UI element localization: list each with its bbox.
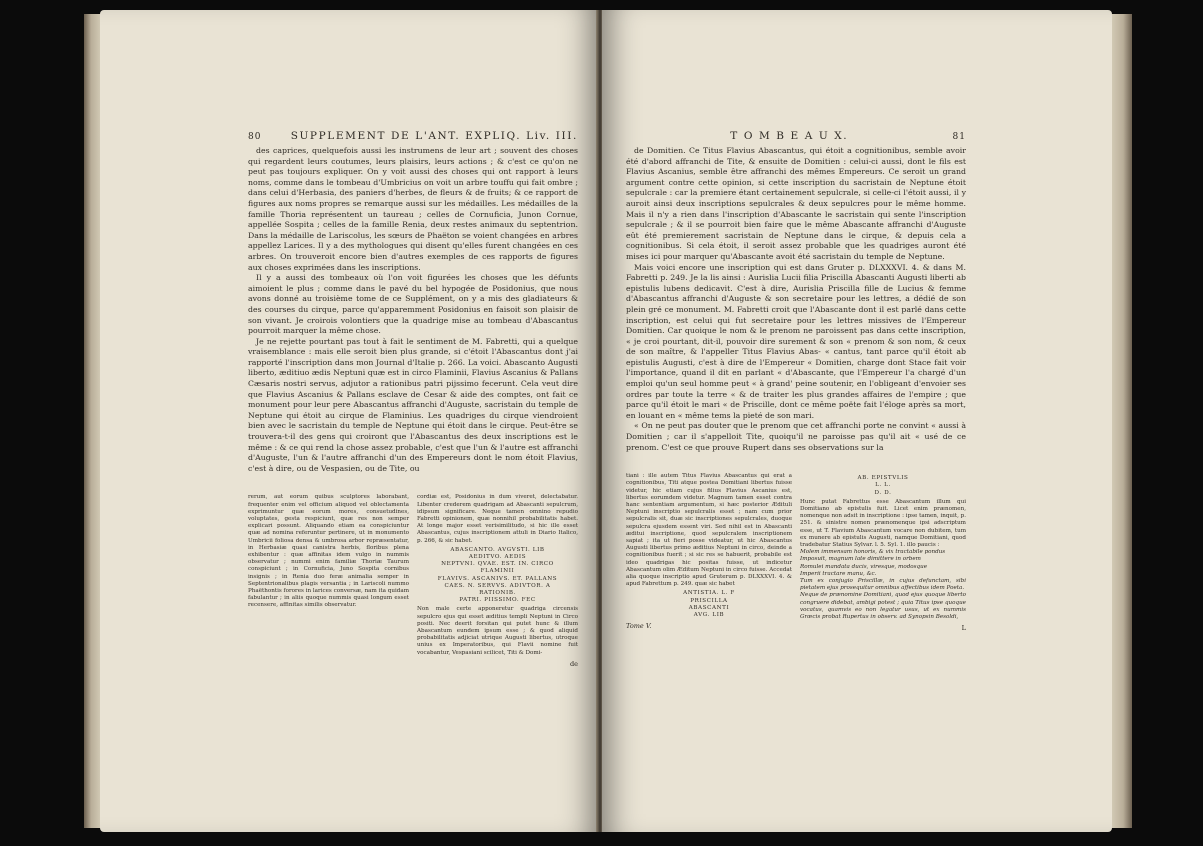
verse-line: Tum ex conjugio Priscillæ, in cujus defunctam, sibi pietatem ejus prosequitur omnibus affectibus idem Poeta. xyxy=(800,578,966,592)
paragraph: des caprices, quelquefois aussi les instrumens de leur art ; souvent des choses qui regardent leurs coutumes, leurs plaisirs, leurs actions ; & c'est ce qu'on ne peut pas toujours expliquer. On y voit aussi des choses qui ont rapport à leurs noms, comme dans le tombeau d'Umbricius on voit un arbre touffu qui fait ombre ; dans celui d'Herbasia, des paniers d'herbes, de fleurs & de fruits; & ce rapport de figures aux noms propres se remarque aussi sur les médailles. Les médailles de la famille Thoria représentent un taureau ; celles de Cornuficia, Junon Cornue, appellée Sospita ; celles de la famille Renia, deux restes animaux du septentrion. Dans la médaille de Lariscolus, les sœurs de Phaëton se voient changées en arbres appellez Larices. Il y a des mythologues qui disent qu'elles furent changées en ces arbres. On trouveroit encore bien d'autres exemples de ces rapports de figures aux choses exprimées dans les inscriptions. xyxy=(248,146,578,272)
footnote-column-right xyxy=(800,473,966,632)
catchword: L xyxy=(961,624,966,633)
main-text xyxy=(626,146,966,453)
left-page-footer xyxy=(417,661,578,668)
paragraph: Je ne rejette pourtant pas tout à fait le sentiment de M. Fabretti, qui a quelque vraisemblance : mais elle seroit bien plus grande, si c'étoit l'Abascantus dont j'ai rapporté l'inscription dans mon Journal d'Italie p. 266. La voici. Abascanto Augusti liberto, æditiuo ædis Neptuni quæ est in circo Flaminii, Flavius Ascanius & Pallans Cæsaris nostri servus, adjutor a rationibus patri pijssimo fecerunt. Cela veut dire que Flavius Ascanius & Pallans esclave de Cesar & aide des comptes, ont fait ce monument pour leur pere Abascantus affranchi d'Auguste, sacristain du temple de Neptune qui étoit au cirque de Flaminius. Les quadriges du cirque viendroient bien avec le sacristain du temple de Neptune qui étoit dans le cirque. Peut-être se trouvera-t-il des gens qui croiront que l'Abascantus des deux inscriptions est le même : & ce qui rend la chose assez probable, c'est que l'un & l'autre est affranchi d'Auguste, l'un & l'autre affranchi d'un des Empereurs dont le nom étoit Flavius, c'est à dire, ou de Vespasien, ou de Tite, ou xyxy=(248,336,578,473)
footnote-column-left: rerum, aut eorum quibus sculptores laborabant, frequenter enim vel officium aliquod vel oblectamenta exprimuntur quæ eorum mores, consuetudines, voluptates, gesta respiciunt, quæ res non semper explicari possunt. Aliquando etiam ea conspiciuntur quæ ad nomina referuntur pertinere, ut in monumento Umbricii foliosa densa & umbrosa arbor repræsentatur, in Herbasiæ quasi canistra herbis, floribus plena exhibentur : quæ affinitas idem vulgo in nummis observatur ; nummi enim familiæ Thoriæ Taurum conspiciunt ; in Cornuficia, Juno Sospita cornibus insignis ; in Renia duo feræ animalia semper in Septentrionalibus plagis versantia ; in Lariscoli nummo Phaëthontis forores in larices conversæ, nam ita quidam fabulantur ; in aliis quoque nummis quasi longum esset recensere, affinitas similis observatur. xyxy=(248,494,409,609)
left-page-content xyxy=(248,130,578,668)
latin-inscription xyxy=(800,475,966,497)
inscription-line: AEDITVO. AEDIS xyxy=(468,554,527,561)
left-page xyxy=(100,10,598,832)
latin-inscription xyxy=(626,590,792,619)
paragraph: Il y a aussi des tombeaux où l'on voit figurées les choses que les défunts aimoient le plus ; comme dans le pavé du bel hypogée de Posidonius, que nous avons donné au troisième tome de ce Supplément, on y a mis des gladiateurs & des courses du cirque, parce qu'apparemment Posidonius en faisoit son plaisir de son vivant. Je croirois volontiers que la quadrige mise au tombeau d'Abascantus pourroit marquer la même chose. xyxy=(248,273,578,336)
right-page-footer xyxy=(626,623,792,630)
paragraph: de Domitien. Ce Titus Flavius Abascantus, qui étoit a cognitionibus, semble avoir été d'abord affranchi de Tite, & ensuite de Domitien : celui-ci aussi, dont le fils est Flavius Ascanius, semble être affranchi des mêmes Empereurs. Ce seroit un grand argument contre cette opinion, si cette inscription du sacristain de Neptune étoit sepulcrale : car la premiere étant certainement sepulcrale, si celle-ci l'étoit aussi, il y auroit ainsi deux inscriptions sepulcrales & deux sepulcres pour le même homme. Mais il n'y a rien dans l'inscription d'Abascante le sacristain qui sente l'inscription sepulcrale ; & il se pourroit bien faire que le même Abascante affranchi d'Auguste eût été premierement sacristain de Neptune dans le cirque, & depuis cela a cognitionibus. Si cela étoit, il seroit assez probable que les quadriges auront été mises ici pour marquer qu'Abascante avoit été sacristain du temple de Neptune. xyxy=(626,146,966,261)
main-text xyxy=(248,146,578,474)
right-page-edges xyxy=(1110,14,1132,828)
right-page xyxy=(602,10,1112,832)
verse-line: Romulei mandata ducis, viresque, modosque xyxy=(800,563,928,570)
inscription-line: FLAVIVS. ASCANIVS. ET. PALLANS xyxy=(437,575,558,582)
inscription-line: AB. EPISTVLIS xyxy=(857,475,909,482)
verse-line: Imperii tractare manu, &c. xyxy=(800,570,877,577)
page-number: 80 xyxy=(248,132,262,142)
verse-line: Neque de prænomine Domitiani, quod ejus quoque liberto congruere didebat, ambigi potest ; quia Titus ipse quoque vocatus, quamvis eo non legatur usus, ut ex nummis Græcis probat Rupertus in observ. ad Synopsin Besoldi, xyxy=(800,592,966,621)
footnote-text: cordiæ est, Posidonius in dum viveret, delectabatur. Libenter crederem quadrigam ad Abascanti sepulcrum, idipsum significare. Neque tamen omnino repudio Fabretti opinionem, quæ nonnihil probabilitatis habet. At longe major esset verisimilitudo, si hic ille esset Abascantus, cujus inscriptionem attuli in Diario Italico, p. 266, & sic habet. xyxy=(417,494,578,544)
inscription-line: RATIONIB. xyxy=(479,590,516,597)
footnote-text: tiani : ille autem Titus Flavius Abascantus qui erat a cognitionibus, Titi atque postea Domitiani libertus fuisse videtur, hic etiam cujus filius Flavius Ascanius est, libertus eorumdem videtur. Magnum tamen esset contra hanc sententiam argumentum, si hæc posterior Ædituli Neptuni inscriptio sepulcralis esset ; nam cum prior sepulcralis sit, duæ sic inscriptiones sepulcrales, duoque sepulcra ejusdem essent viri. Sed nihil est in Abascanti æditui inscriptione, quod sepulcralem inscriptionem sapiat ; ita ut fieri posse videatur, ut hic Abascantus Augusti libertus primo æditius Neptuni in circo, deinde a cognitionibus fuerit ; si sic res se habuerit, probabile est ideo quadrigas hic positas fuisse, ut indicetur Abascantum olim Æditum Neptuni in circo fuisse. Accedat alia quoque inscriptio apud Gruterum p. DLXXXVI. 4. & apud Fabrettum p. 249. quæ sic habet xyxy=(626,473,792,588)
running-title: SUPPLEMENT DE L'ANT. EXPLIQ. Liv. III. xyxy=(290,130,578,142)
footnote-column-left xyxy=(626,473,792,632)
inscription-line: D. D. xyxy=(874,489,892,496)
footnote-text: Hunc putat Fabrettus esse Abascantum illum qui Domitiano ab epistulis fuit. Licet enim prænomen, nomenque non adsit in inscriptione : ipse tamen, inquit, p. 251. & sinistre nomen prænomenque ipsi adscriptum esse, ut T. Flavium Abascantum vocare non dubitem, tum ex munere ab epistulis Augusti, namque Domitiani, quod tradebatur Statius Sylvar. l. 5. Syl. 1. illo paucis : xyxy=(800,498,966,549)
right-page-footer xyxy=(800,625,966,632)
catchword: de xyxy=(569,659,578,668)
volume-signature: Tome V. xyxy=(626,622,652,631)
left-page-header xyxy=(248,130,578,142)
inscription-line: L. L. xyxy=(875,482,891,489)
inscription-line: PRISCILLA xyxy=(690,597,728,604)
paragraph: Mais voici encore une inscription qui est dans Gruter p. DLXXXVI. 4. & dans M. Fabretti p. 249. Je la lis ainsi : Aurislia Lucii filia Priscilla Abascanti Augusti liberti ab epistulis lubens dedicavit. C'est à dire, Aurislia Priscilla fille de Lucius & femme d'Abascantus affranchi d'Auguste & son secretaire pour les lettres, a dédié de son plein gré ce monument. M. Fabretti croit que l'Abascante dont il est parlé dans cette inscription, est celui qui fut secretaire pour les lettres missives de l'Empereur Domitien. Car quoique le nom & le prenom ne paroissent pas dans cette inscription, « je croi pourtant, dit-il, pouvoir dire surement & son « prenom & son nom, & ceux de son maître, & l'appeller Titus Flavius Abas- « cantus, tant parce qu'il étoit ab epistulis Augusti, c'est à dire de l'Empereur « Domitien, charge dont Stace fait voir l'importance, quand il dit en parlant « d'Abascante, que l'Empereur l'a chargé d'un emploi qu'un seul homme peut « à grand' peine soutenir, en l'obligeant d'envoier ses ordres par toute la terre « & de traiter les plus grandes affaires de l'empire ; que parce qu'il étoit le mari « de Priscille, dont ce même poëte fait l'éloge après sa mort, en louant en « même tems la pieté de son mari. xyxy=(626,262,966,420)
inscription-line: ABASCANTI xyxy=(688,604,730,611)
footnote-column-right xyxy=(417,494,578,668)
inscription-line: NEPTVNI. QVAE. EST. IN. CIRCO xyxy=(441,561,554,568)
paragraph: « On ne peut pas douter que le prenom que cet affranchi porte ne convint « aussi à Domitien ; car il s'appelloit Tite, quoiqu'il ne paroisse pas qu'il ait « usé de ce prenom. C'est ce que prouve Rupert dans ses observations sur la xyxy=(626,421,966,452)
page-number: 81 xyxy=(952,132,966,142)
inscription-line: ABASCANTO. AVGVSTI. LIB xyxy=(450,546,545,553)
inscription-line: ANTISTIA. L. F xyxy=(683,590,735,597)
verse-quotation xyxy=(800,549,966,621)
footnotes xyxy=(248,494,578,668)
running-title: T O M B E A U X. xyxy=(730,130,849,142)
right-page-content xyxy=(626,130,966,632)
verse-line: Imposuit, magnum late dimittere in orbem xyxy=(800,556,921,563)
latin-inscription xyxy=(417,547,578,605)
verse-line: Molem immensam honoris, & vix tractabile pondus xyxy=(800,549,946,556)
inscription-line: CAES. N. SERVVS. ADIVTOR. A xyxy=(444,582,551,589)
inscription-line: PATRI. PIISSIMO. FEC xyxy=(459,597,536,604)
footnote-text: Non male certe apponeretur quadriga circensis sepulcro ejus qui esset æditius templi Neptuni in Circo positi. Nec deerit forsitan qui putet hunc & illum Abascantum eundem ipsum esse ; & quod aliquid probabilitatis adjiciat utrique Augusti libertus, utroque unius ex Imperatoribus, qui Flavii nomine fuit vocabantur, Vespasiani scilicet, Titi & Domi- xyxy=(417,606,578,656)
inscription-line: FLAMINII xyxy=(480,568,515,575)
right-page-header xyxy=(626,130,966,142)
inscription-line: AVG. LIB xyxy=(693,612,725,619)
footnotes xyxy=(626,473,966,632)
